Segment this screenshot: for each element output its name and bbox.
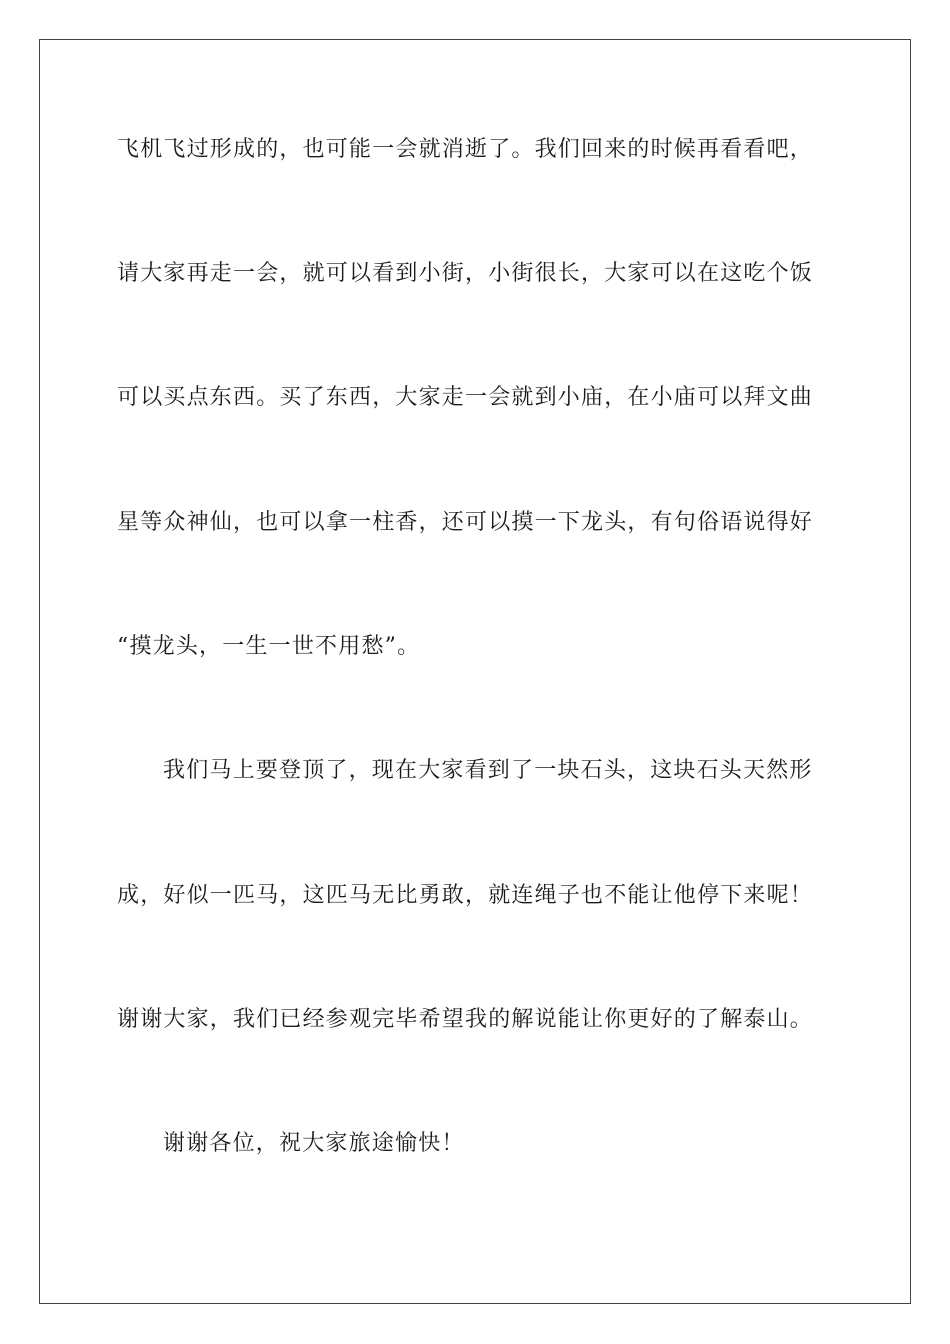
paragraph-line: 谢谢大家，我们已经参观完毕希望我的解说能让你更好的了解泰山。 — [117, 1007, 814, 1032]
paragraph-line: 我们马上要登顶了，现在大家看到了一块石头，这块石头天然形 — [163, 758, 813, 783]
paragraph-line: 谢谢各位，祝大家旅途愉快！ — [163, 1131, 465, 1156]
paragraph-line: 可以买点东西。买了东西，大家走一会就到小庙，在小庙可以拜文曲 — [117, 385, 814, 410]
paragraph-line: 成，好似一匹马，这匹马无比勇敢，就连绳子也不能让他停下来呢！ — [117, 883, 814, 908]
paragraph-line: “摸龙头，一生一世不用愁”。 — [117, 634, 421, 659]
paragraph-line: 请大家再走一会，就可以看到小街，小街很长，大家可以在这吃个饭 — [117, 261, 814, 286]
paragraph-line: 飞机飞过形成的，也可能一会就消逝了。我们回来的时候再看看吧， — [117, 137, 814, 162]
page-border — [39, 39, 911, 1304]
paragraph-line: 星等众神仙，也可以拿一柱香，还可以摸一下龙头，有句俗语说得好 — [117, 510, 814, 535]
